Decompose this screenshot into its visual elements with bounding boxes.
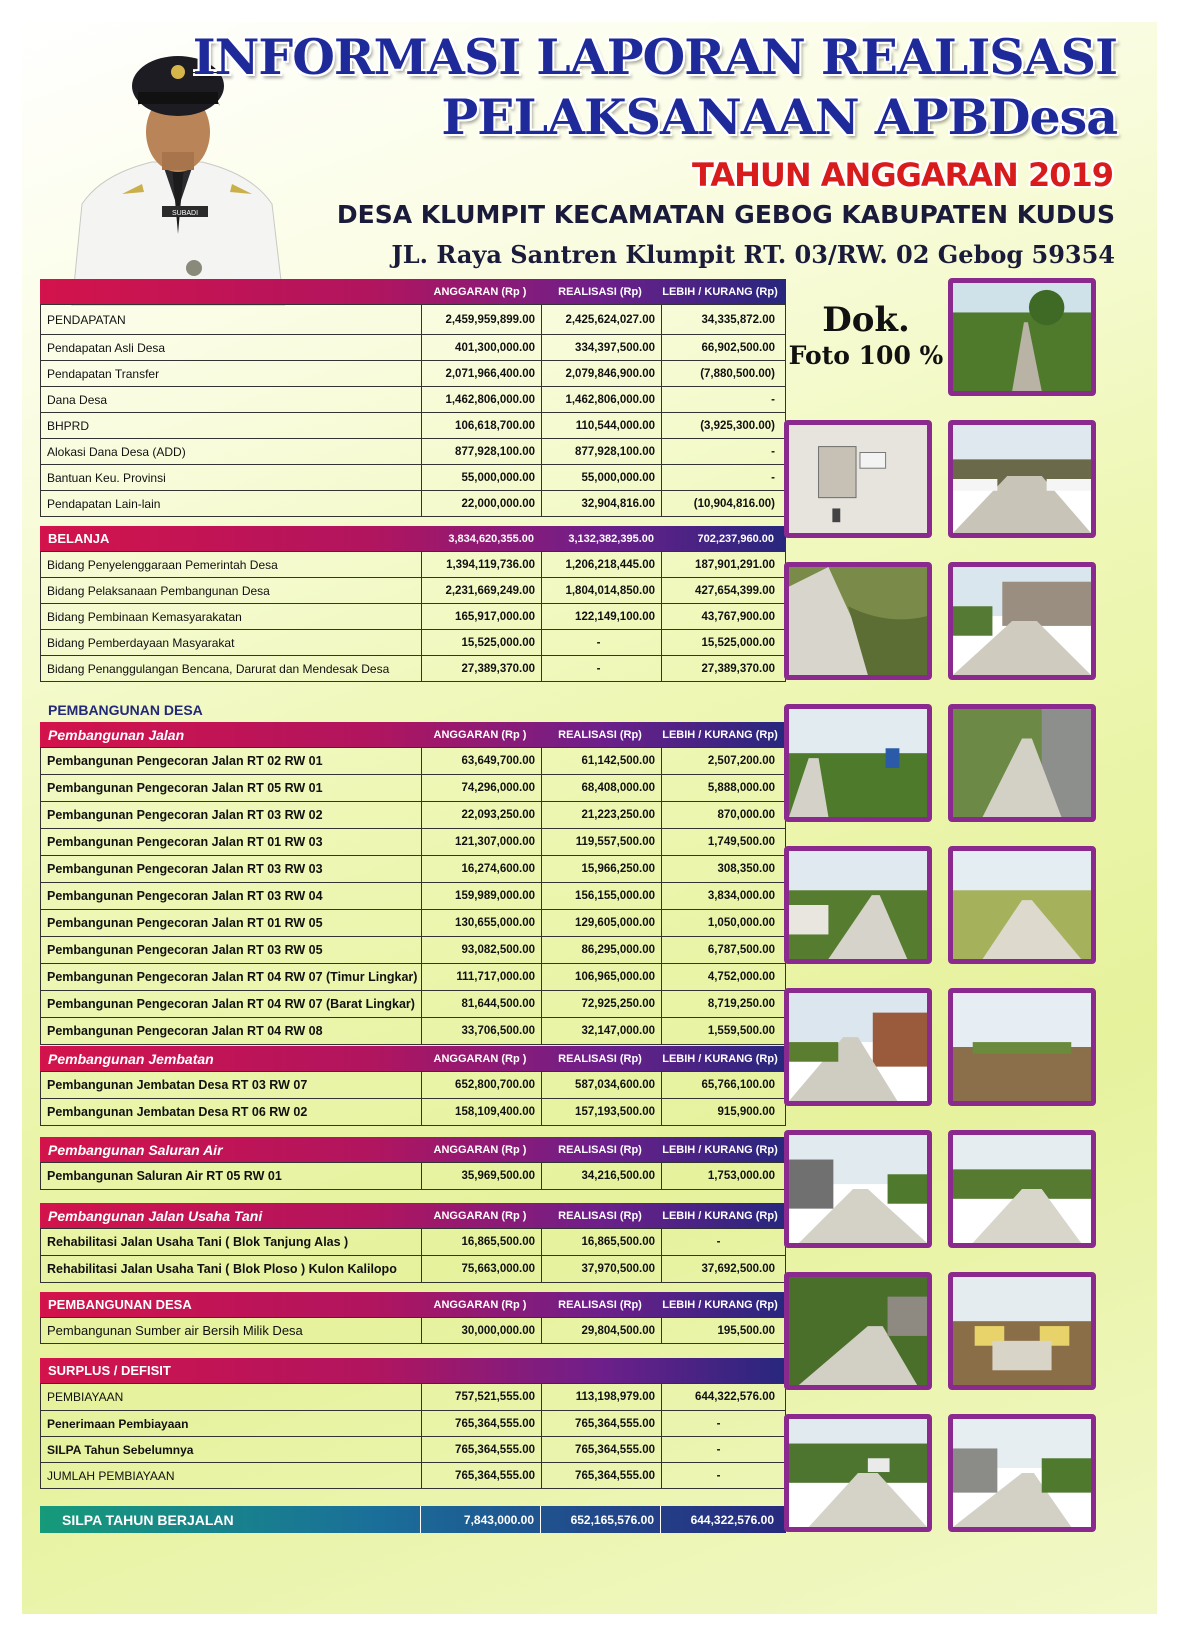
row-label: Bidang Penyelenggaraan Pemerintah Desa xyxy=(47,557,278,572)
surplus-section xyxy=(40,1358,786,1489)
row-label: Pembangunan Pengecoran Jalan RT 04 RW 08 xyxy=(47,1024,323,1038)
cell-lebih: - xyxy=(661,1411,781,1436)
pendapatan-header xyxy=(40,279,786,304)
table-row xyxy=(41,1071,785,1098)
cell-lebih: 3,834,000.00 xyxy=(661,883,781,909)
table-row xyxy=(41,1255,785,1282)
cell-anggaran: 33,706,500.00 xyxy=(421,1018,541,1044)
col-realisasi: REALISASI (Rp) xyxy=(558,1143,642,1156)
pembangunan-desa-title: PEMBANGUNAN DESA xyxy=(48,702,203,718)
cell-lebih: 66,902,500.00 xyxy=(661,335,781,360)
cell-lebih: - xyxy=(661,1463,781,1488)
jembatan-section xyxy=(40,1046,786,1126)
usaha-tani-label: Pembangunan Jalan Usaha Tani xyxy=(48,1207,263,1224)
row-label: Bidang Pembinaan Kemasyarakatan xyxy=(47,609,242,624)
cell-anggaran: 765,364,555.00 xyxy=(421,1437,541,1462)
photo-road-11 xyxy=(784,1272,932,1390)
row-label: JUMLAH PEMBIAYAAN xyxy=(47,1468,175,1483)
col-anggaran: ANGGARAN (Rp ) xyxy=(433,1052,527,1065)
cell-anggaran: 401,300,000.00 xyxy=(421,335,541,360)
cell-realisasi: 157,193,500.00 xyxy=(541,1099,661,1125)
row-label: Pembangunan Jembatan Desa RT 06 RW 02 xyxy=(47,1105,308,1119)
row-label: Bidang Pelaksanaan Pembangunan Desa xyxy=(47,583,270,598)
cell-realisasi: 587,034,600.00 xyxy=(541,1072,661,1098)
sumber-air-section xyxy=(40,1292,786,1344)
jembatan-label: Pembangunan Jembatan xyxy=(48,1050,214,1067)
photo-panel xyxy=(784,420,932,538)
jalan-section xyxy=(40,722,786,1045)
row-label: Pembangunan Pengecoran Jalan RT 01 RW 05 xyxy=(47,916,323,930)
cell-lebih: 915,900.00 xyxy=(661,1099,781,1125)
cell-lebih: 870,000.00 xyxy=(661,802,781,828)
table-row xyxy=(41,747,785,774)
poster xyxy=(22,22,1157,1614)
cell-anggaran: 74,296,000.00 xyxy=(421,775,541,801)
cell-anggaran: 22,093,250.00 xyxy=(421,802,541,828)
row-label: Pembangunan Pengecoran Jalan RT 05 RW 01 xyxy=(47,781,323,795)
table-row xyxy=(41,1383,785,1410)
cell-lebih: (7,880,500.00) xyxy=(661,361,781,386)
cell-realisasi: 1,804,014,850.00 xyxy=(541,578,661,603)
cell-lebih: - xyxy=(661,465,781,490)
photo-water-source xyxy=(948,1272,1096,1390)
row-label: Rehabilitasi Jalan Usaha Tani ( Blok Ploso ) Kulon Kalilopo xyxy=(47,1262,397,1276)
cell-realisasi: 1,462,806,000.00 xyxy=(541,387,661,412)
photo-road-6 xyxy=(784,846,932,964)
cell-realisasi: 86,295,000.00 xyxy=(541,937,661,963)
row-label: Pembangunan Pengecoran Jalan RT 03 RW 05 xyxy=(47,943,323,957)
table-row xyxy=(41,464,785,490)
table-row xyxy=(41,963,785,990)
cell-realisasi: 1,206,218,445.00 xyxy=(541,552,661,577)
silpa-label: SILPA TAHUN BERJALAN xyxy=(62,1511,234,1528)
table-row xyxy=(41,909,785,936)
cell-anggaran: 765,364,555.00 xyxy=(421,1463,541,1488)
saluran-header xyxy=(40,1137,786,1162)
photo-site xyxy=(948,988,1096,1106)
table-row xyxy=(41,1410,785,1436)
pendapatan-table xyxy=(40,304,786,517)
cell-anggaran: 158,109,400.00 xyxy=(421,1099,541,1125)
table-row xyxy=(41,882,785,909)
col-anggaran: ANGGARAN (Rp ) xyxy=(433,285,527,298)
row-label: Bantuan Keu. Provinsi xyxy=(47,470,166,485)
table-row xyxy=(41,304,785,334)
dok-caption xyxy=(786,300,946,372)
cell-lebih: 34,335,872.00 xyxy=(661,305,781,334)
cell-anggaran: 111,717,000.00 xyxy=(421,964,541,990)
cell-anggaran: 27,389,370.00 xyxy=(421,656,541,681)
silpa-anggaran: 7,843,000.00 xyxy=(420,1506,540,1533)
col-lebih: LEBIH / KURANG (Rp) xyxy=(662,1298,778,1311)
cell-lebih: 15,525,000.00 xyxy=(661,630,781,655)
cell-anggaran: 1,394,119,736.00 xyxy=(421,552,541,577)
row-label: Penerimaan Pembiayaan xyxy=(47,1416,189,1431)
table-row xyxy=(41,577,785,603)
jalan-header xyxy=(40,722,786,747)
col-lebih: LEBIH / KURANG (Rp) xyxy=(662,285,778,298)
photo-road-5 xyxy=(948,704,1096,822)
dok-title: Dok. xyxy=(822,300,910,340)
cell-realisasi: 72,925,250.00 xyxy=(541,991,661,1017)
row-label: Pembangunan Saluran Air RT 05 RW 01 xyxy=(47,1169,282,1183)
col-anggaran: ANGGARAN (Rp ) xyxy=(433,1143,527,1156)
sumber-air-label: PEMBANGUNAN DESA xyxy=(48,1297,192,1312)
cell-realisasi: 765,364,555.00 xyxy=(541,1463,661,1488)
table-row xyxy=(41,629,785,655)
cell-anggaran: 93,082,500.00 xyxy=(421,937,541,963)
cell-lebih: (3,925,300.00) xyxy=(661,413,781,438)
cell-lebih: 43,767,900.00 xyxy=(661,604,781,629)
cell-realisasi: 55,000,000.00 xyxy=(541,465,661,490)
cell-anggaran: 75,663,000.00 xyxy=(421,1256,541,1282)
cell-realisasi: 156,155,000.00 xyxy=(541,883,661,909)
cell-realisasi: 765,364,555.00 xyxy=(541,1411,661,1436)
cell-realisasi: 34,216,500.00 xyxy=(541,1163,661,1189)
table-row xyxy=(41,1228,785,1255)
title-line-2: PELAKSANAAN APBDesa xyxy=(441,88,1117,146)
col-lebih: LEBIH / KURANG (Rp) xyxy=(662,1052,778,1065)
cell-anggaran: 63,649,700.00 xyxy=(421,748,541,774)
cell-anggaran: 81,644,500.00 xyxy=(421,991,541,1017)
cell-realisasi: 15,966,250.00 xyxy=(541,856,661,882)
cell-anggaran: 2,071,966,400.00 xyxy=(421,361,541,386)
saluran-label: Pembangunan Saluran Air xyxy=(48,1141,223,1158)
cell-lebih: - xyxy=(661,387,781,412)
table-row xyxy=(41,360,785,386)
saluran-section xyxy=(40,1137,786,1190)
photo-road-4 xyxy=(784,704,932,822)
cell-lebih: - xyxy=(661,1437,781,1462)
cell-anggaran: 2,231,669,249.00 xyxy=(421,578,541,603)
cell-anggaran: 35,969,500.00 xyxy=(421,1163,541,1189)
photo-road-9 xyxy=(784,1130,932,1248)
row-label: SILPA Tahun Sebelumnya xyxy=(47,1442,194,1457)
table-row xyxy=(41,1436,785,1462)
jembatan-header xyxy=(40,1046,786,1071)
row-label: Pembangunan Pengecoran Jalan RT 04 RW 07 (Barat Lingkar) xyxy=(47,997,415,1011)
cell-realisasi: - xyxy=(541,630,661,655)
cell-lebih: (10,904,816.00) xyxy=(661,491,781,516)
cell-lebih: 195,500.00 xyxy=(661,1318,781,1343)
table-row xyxy=(41,774,785,801)
col-realisasi: REALISASI (Rp) xyxy=(558,1052,642,1065)
table-row xyxy=(41,1162,785,1189)
cell-anggaran: 1,462,806,000.00 xyxy=(421,387,541,412)
cell-realisasi: 2,079,846,900.00 xyxy=(541,361,661,386)
table-row xyxy=(41,855,785,882)
cell-realisasi: 129,605,000.00 xyxy=(541,910,661,936)
cell-anggaran: 16,274,600.00 xyxy=(421,856,541,882)
col-realisasi: REALISASI (Rp) xyxy=(558,1209,642,1222)
cell-realisasi: 113,198,979.00 xyxy=(541,1384,661,1410)
col-lebih: LEBIH / KURANG (Rp) xyxy=(662,1143,778,1156)
table-row xyxy=(41,1317,785,1343)
col-anggaran: ANGGARAN (Rp ) xyxy=(433,1298,527,1311)
cell-lebih: 187,901,291.00 xyxy=(661,552,781,577)
table-row xyxy=(41,1017,785,1044)
cell-anggaran: 15,525,000.00 xyxy=(421,630,541,655)
cell-anggaran: 765,364,555.00 xyxy=(421,1411,541,1436)
row-label: Pembangunan Sumber air Bersih Milik Desa xyxy=(47,1323,303,1338)
cell-lebih: 1,749,500.00 xyxy=(661,829,781,855)
village-address: JL. Raya Santren Klumpit RT. 03/RW. 02 Gebog 59354 xyxy=(391,240,1115,269)
cell-realisasi: 110,544,000.00 xyxy=(541,413,661,438)
cell-anggaran: 106,618,700.00 xyxy=(421,413,541,438)
village-name: DESA KLUMPIT KECAMATAN GEBOG KABUPATEN KUDUS xyxy=(336,200,1115,229)
cell-realisasi: 2,425,624,027.00 xyxy=(541,305,661,334)
cell-anggaran: 877,928,100.00 xyxy=(421,439,541,464)
belanja-section xyxy=(40,526,786,682)
cell-anggaran: 2,459,959,899.00 xyxy=(421,305,541,334)
cell-realisasi: 106,965,000.00 xyxy=(541,964,661,990)
table-row xyxy=(41,603,785,629)
cell-realisasi: 21,223,250.00 xyxy=(541,802,661,828)
title-line-1: INFORMASI LAPORAN REALISASI xyxy=(192,28,1117,86)
table-row xyxy=(41,438,785,464)
silpa-realisasi: 652,165,576.00 xyxy=(540,1506,660,1533)
row-label: PEMBIAYAAN xyxy=(47,1390,124,1404)
cell-anggaran: 30,000,000.00 xyxy=(421,1318,541,1343)
jalan-table xyxy=(40,747,786,1045)
col-realisasi: REALISASI (Rp) xyxy=(558,728,642,741)
budget-year: TAHUN ANGGARAN 2019 xyxy=(691,156,1113,194)
surplus-label: SURPLUS / DEFISIT xyxy=(48,1363,171,1378)
sumber-air-table xyxy=(40,1317,786,1344)
row-label: Pembangunan Jembatan Desa RT 03 RW 07 xyxy=(47,1078,308,1092)
table-row xyxy=(41,801,785,828)
row-label: Pembangunan Pengecoran Jalan RT 03 RW 04 xyxy=(47,889,323,903)
silpa-lebih: 644,322,576.00 xyxy=(660,1506,780,1533)
table-row xyxy=(41,490,785,516)
col-anggaran: ANGGARAN (Rp ) xyxy=(433,728,527,741)
table-row xyxy=(41,1098,785,1125)
cell-lebih: 1,753,000.00 xyxy=(661,1163,781,1189)
row-label: Alokasi Dana Desa (ADD) xyxy=(47,444,186,459)
belanja-anggaran: 3,834,620,355.00 xyxy=(448,532,534,545)
jembatan-table xyxy=(40,1071,786,1126)
belanja-realisasi: 3,132,382,395.00 xyxy=(568,532,654,545)
row-label: Rehabilitasi Jalan Usaha Tani ( Blok Tanjung Alas ) xyxy=(47,1235,349,1249)
dok-subtitle: Foto 100 % xyxy=(788,341,944,370)
row-label: Pembangunan Pengecoran Jalan RT 03 RW 03 xyxy=(47,862,323,876)
cell-lebih: 37,692,500.00 xyxy=(661,1256,781,1282)
photo-bridge-1 xyxy=(948,420,1096,538)
cell-lebih: 5,888,000.00 xyxy=(661,775,781,801)
cell-lebih: 8,719,250.00 xyxy=(661,991,781,1017)
col-lebih: LEBIH / KURANG (Rp) xyxy=(662,1209,778,1222)
saluran-table xyxy=(40,1162,786,1190)
row-label: Pendapatan Asli Desa xyxy=(47,340,166,355)
belanja-table xyxy=(40,551,786,682)
cell-realisasi: 68,408,000.00 xyxy=(541,775,661,801)
row-label: Bidang Penanggulangan Bencana, Darurat dan Mendesak Desa xyxy=(47,661,390,676)
cell-anggaran: 22,000,000.00 xyxy=(421,491,541,516)
photo-road-7 xyxy=(948,846,1096,964)
table-row xyxy=(41,655,785,681)
col-realisasi: REALISASI (Rp) xyxy=(558,1298,642,1311)
cell-lebih: - xyxy=(661,439,781,464)
photo-road-12 xyxy=(784,1414,932,1532)
row-label: BHPRD xyxy=(47,418,90,433)
cell-anggaran: 55,000,000.00 xyxy=(421,465,541,490)
cell-anggaran: 652,800,700.00 xyxy=(421,1072,541,1098)
row-label: Pembangunan Pengecoran Jalan RT 03 RW 02 xyxy=(47,808,323,822)
cell-realisasi: 334,397,500.00 xyxy=(541,335,661,360)
cell-lebih: 65,766,100.00 xyxy=(661,1072,781,1098)
photo-road-3 xyxy=(948,562,1096,680)
row-label: Pendapatan Transfer xyxy=(47,366,160,381)
cell-realisasi: 16,865,500.00 xyxy=(541,1229,661,1255)
col-lebih: LEBIH / KURANG (Rp) xyxy=(662,728,778,741)
cell-realisasi: - xyxy=(541,656,661,681)
cell-realisasi: 765,364,555.00 xyxy=(541,1437,661,1462)
table-row xyxy=(41,1462,785,1488)
pendapatan-section xyxy=(40,279,786,517)
surplus-table xyxy=(40,1383,786,1489)
cell-realisasi: 877,928,100.00 xyxy=(541,439,661,464)
row-label: PENDAPATAN xyxy=(47,312,126,327)
usaha-tani-header xyxy=(40,1203,786,1228)
row-label: Pendapatan Lain-lain xyxy=(47,496,161,511)
silpa-total-bar xyxy=(40,1506,786,1533)
usaha-tani-table xyxy=(40,1228,786,1283)
cell-realisasi: 32,147,000.00 xyxy=(541,1018,661,1044)
cell-realisasi: 61,142,500.00 xyxy=(541,748,661,774)
photo-road-2 xyxy=(784,562,932,680)
photo-road-8 xyxy=(784,988,932,1106)
sumber-air-header xyxy=(40,1292,786,1317)
jalan-label: Pembangunan Jalan xyxy=(48,726,185,743)
belanja-header xyxy=(40,526,786,551)
cell-lebih: 27,389,370.00 xyxy=(661,656,781,681)
cell-anggaran: 130,655,000.00 xyxy=(421,910,541,936)
row-label: Pembangunan Pengecoran Jalan RT 02 RW 01 xyxy=(47,754,323,768)
photo-road-13 xyxy=(948,1414,1096,1532)
cell-lebih: 427,654,399.00 xyxy=(661,578,781,603)
cell-anggaran: 16,865,500.00 xyxy=(421,1229,541,1255)
cell-lebih: 2,507,200.00 xyxy=(661,748,781,774)
row-label: Bidang Pemberdayaan Masyarakat xyxy=(47,635,235,650)
photo-road-10 xyxy=(948,1130,1096,1248)
cell-realisasi: 122,149,100.00 xyxy=(541,604,661,629)
photo-road-1 xyxy=(948,278,1096,396)
cell-realisasi: 119,557,500.00 xyxy=(541,829,661,855)
cell-lebih: 308,350.00 xyxy=(661,856,781,882)
table-row xyxy=(41,551,785,577)
cell-realisasi: 29,804,500.00 xyxy=(541,1318,661,1343)
cell-anggaran: 757,521,555.00 xyxy=(421,1384,541,1410)
cell-anggaran: 159,989,000.00 xyxy=(421,883,541,909)
cell-lebih: 644,322,576.00 xyxy=(661,1384,781,1410)
table-row xyxy=(41,990,785,1017)
row-label: Dana Desa xyxy=(47,392,108,407)
col-realisasi: REALISASI (Rp) xyxy=(558,285,642,298)
belanja-lebih: 702,237,960.00 xyxy=(697,532,774,545)
table-row xyxy=(41,936,785,963)
cell-lebih: 4,752,000.00 xyxy=(661,964,781,990)
cell-anggaran: 121,307,000.00 xyxy=(421,829,541,855)
cell-lebih: 1,050,000.00 xyxy=(661,910,781,936)
table-row xyxy=(41,828,785,855)
row-label: Pembangunan Pengecoran Jalan RT 01 RW 03 xyxy=(47,835,323,849)
table-row xyxy=(41,334,785,360)
name-tag: SUBADI xyxy=(171,210,199,217)
col-anggaran: ANGGARAN (Rp ) xyxy=(433,1209,527,1222)
belanja-label: BELANJA xyxy=(48,531,110,546)
cell-realisasi: 32,904,816.00 xyxy=(541,491,661,516)
cell-realisasi: 37,970,500.00 xyxy=(541,1256,661,1282)
cell-lebih: 1,559,500.00 xyxy=(661,1018,781,1044)
cell-anggaran: 165,917,000.00 xyxy=(421,604,541,629)
table-row xyxy=(41,386,785,412)
usaha-tani-section xyxy=(40,1203,786,1283)
table-row xyxy=(41,412,785,438)
row-label: Pembangunan Pengecoran Jalan RT 04 RW 07 (Timur Lingkar) xyxy=(47,970,418,984)
cell-lebih: 6,787,500.00 xyxy=(661,937,781,963)
surplus-header xyxy=(40,1358,786,1383)
cell-lebih: - xyxy=(661,1229,781,1255)
